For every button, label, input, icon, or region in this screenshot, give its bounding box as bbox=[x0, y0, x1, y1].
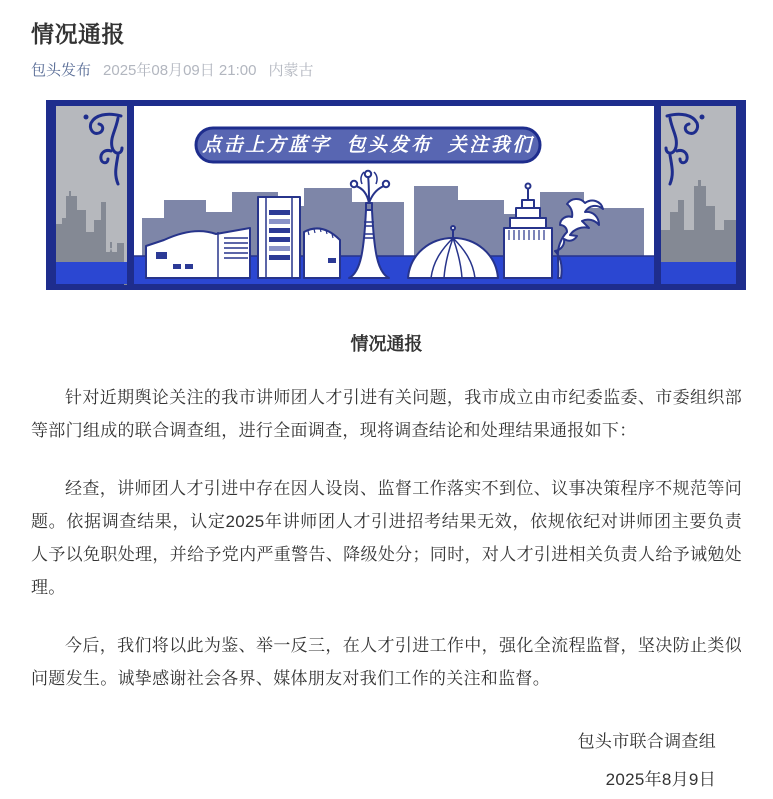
page-title: 情况通报 bbox=[31, 21, 125, 47]
notice-paragraph: 经查，讲师团人才引进中存在因人设岗、监督工作落实不到位、议事决策程序不规范等问题。依据调查结果，认定2025年讲师团人才引进招考结果无效，依规依纪对讲师团主要负责人予以免职处理，并给予党内严重警告、降级处分；同时，对人才引进相关负责人给予诫勉处理。 bbox=[31, 479, 742, 597]
notice-paragraph: 今后，我们将以此为鉴、举一反三，在人才引进工作中，强化全流程监督，坚决防止类似问题发生。诚挚感谢社会各界、媒体朋友对我们工作的关注和监督。 bbox=[31, 636, 742, 688]
publish-datetime: 2025年08月09日 21:00 bbox=[103, 62, 257, 79]
banner-image[interactable] bbox=[46, 100, 746, 290]
signature-org: 包头市联合调查组 bbox=[577, 732, 716, 751]
banner-center-panel bbox=[134, 106, 654, 284]
banner-left-panel bbox=[56, 106, 127, 285]
article-body bbox=[31, 330, 742, 799]
notice-paragraph: 针对近期舆论关注的我市讲师团人才引进有关问题，我市成立由市纪委监委、市委组织部等部门组成的联合调查组，进行全面调查，现将调查结论和处理结果通报如下： bbox=[31, 388, 742, 440]
signature-date: 2025年8月9日 bbox=[605, 770, 716, 789]
article-page bbox=[0, 16, 773, 799]
account-link[interactable]: 包头发布 bbox=[31, 62, 92, 79]
signature-block bbox=[31, 723, 742, 799]
notice-heading: 情况通报 bbox=[350, 334, 423, 354]
publish-location: 内蒙古 bbox=[268, 62, 314, 79]
banner-right-panel bbox=[661, 106, 736, 284]
byline bbox=[31, 59, 742, 80]
follow-ribbon bbox=[196, 128, 540, 162]
city-skyline-illustration bbox=[46, 100, 746, 290]
ribbon-text: 点击上方蓝字 包头发布 关注我们 bbox=[202, 135, 534, 156]
